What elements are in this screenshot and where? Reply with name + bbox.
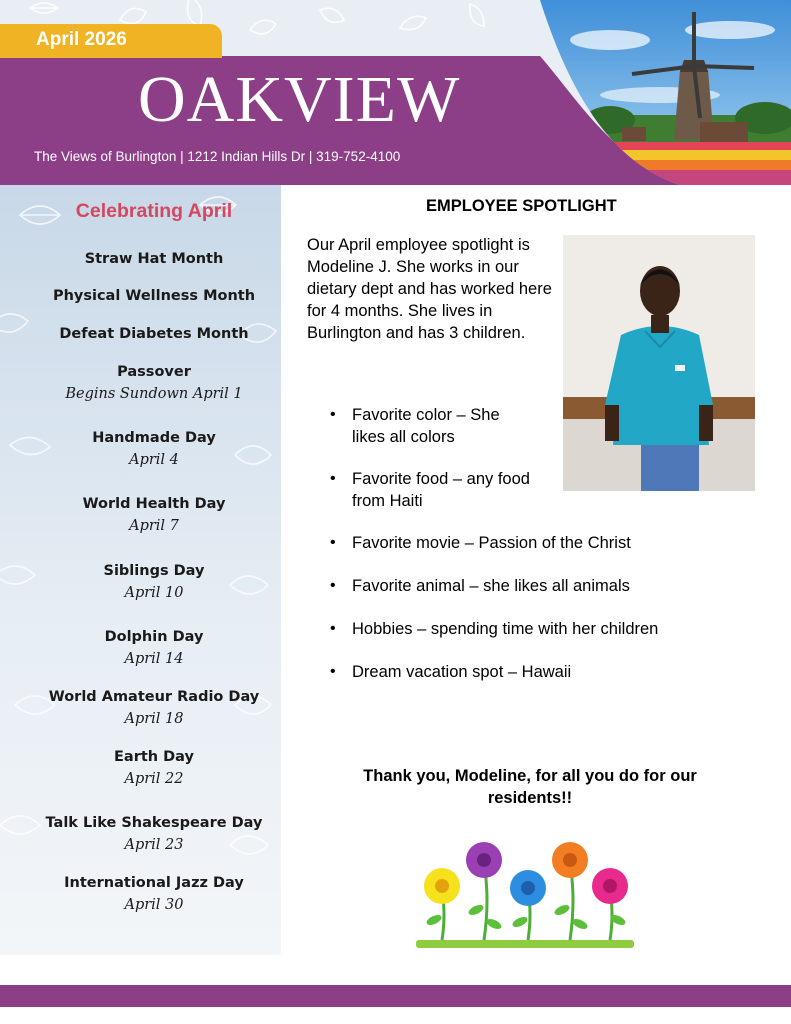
event-item — [0, 746, 308, 790]
event-item — [0, 560, 308, 604]
event-name: International Jazz Day — [64, 875, 244, 891]
header — [0, 0, 791, 185]
address-line: The Views of Burlington | 1212 Indian Hills Dr | 319-752-4100 — [34, 149, 401, 164]
list-item: • Hobbies – spending time with her children — [330, 618, 658, 640]
event-item — [0, 626, 308, 670]
event-item — [0, 872, 308, 916]
event-date: April 14 — [124, 651, 184, 667]
event-date: April 18 — [124, 711, 184, 727]
event-item — [0, 285, 308, 307]
issue-date: April 2026 — [36, 29, 127, 50]
event-date: Begins Sundown April 1 — [65, 386, 243, 402]
event-date: April 7 — [129, 518, 179, 534]
spotlight-title: EMPLOYEE SPOTLIGHT — [426, 197, 617, 215]
event-date: April 4 — [129, 452, 179, 468]
event-name: Handmade Day — [92, 430, 216, 446]
event-name: Defeat Diabetes Month — [59, 326, 249, 342]
event-name: Talk Like Shakespeare Day — [45, 815, 263, 831]
event-item — [0, 686, 308, 730]
event-date: April 10 — [124, 585, 184, 601]
flowers-illustration — [412, 840, 638, 952]
thank-you-message: Thank you, Modeline, for all you do for our residents!! — [363, 767, 697, 807]
event-item — [0, 427, 308, 471]
list-item: • Favorite food – any food from Haiti — [330, 468, 530, 512]
footer-bar — [0, 985, 791, 1007]
event-name: Dolphin Day — [104, 629, 204, 645]
event-item — [0, 361, 308, 405]
event-name: World Health Day — [82, 496, 226, 512]
event-name: Passover — [117, 364, 191, 380]
list-item: • Favorite color – She likes all colors — [330, 404, 500, 448]
list-item: • Dream vacation spot – Hawaii — [330, 661, 571, 683]
event-date: April 30 — [124, 897, 184, 913]
event-name: Earth Day — [114, 749, 194, 765]
sidebar-heading: Celebrating April — [75, 200, 233, 222]
event-name: World Amateur Radio Day — [48, 689, 260, 705]
event-name: Siblings Day — [103, 563, 205, 579]
windmill-photo — [540, 0, 791, 185]
event-date: April 22 — [124, 771, 184, 787]
event-item — [0, 493, 308, 537]
event-item — [0, 812, 308, 856]
list-item: • Favorite animal – she likes all animals — [330, 575, 630, 597]
event-name: Physical Wellness Month — [52, 288, 256, 304]
event-item — [0, 323, 308, 345]
newsletter-title: OAKVIEW — [138, 63, 461, 136]
event-date: April 23 — [124, 837, 184, 853]
employee-photo — [563, 235, 755, 491]
event-name: Straw Hat Month — [84, 251, 224, 267]
list-item: • Favorite movie – Passion of the Christ — [330, 532, 631, 554]
event-item — [0, 248, 308, 270]
spotlight-intro: Our April employee spotlight is Modeline J. She works in our dietary dept and has worked here for 4 months. She lives in Burlington and has 3 children. — [307, 236, 552, 342]
